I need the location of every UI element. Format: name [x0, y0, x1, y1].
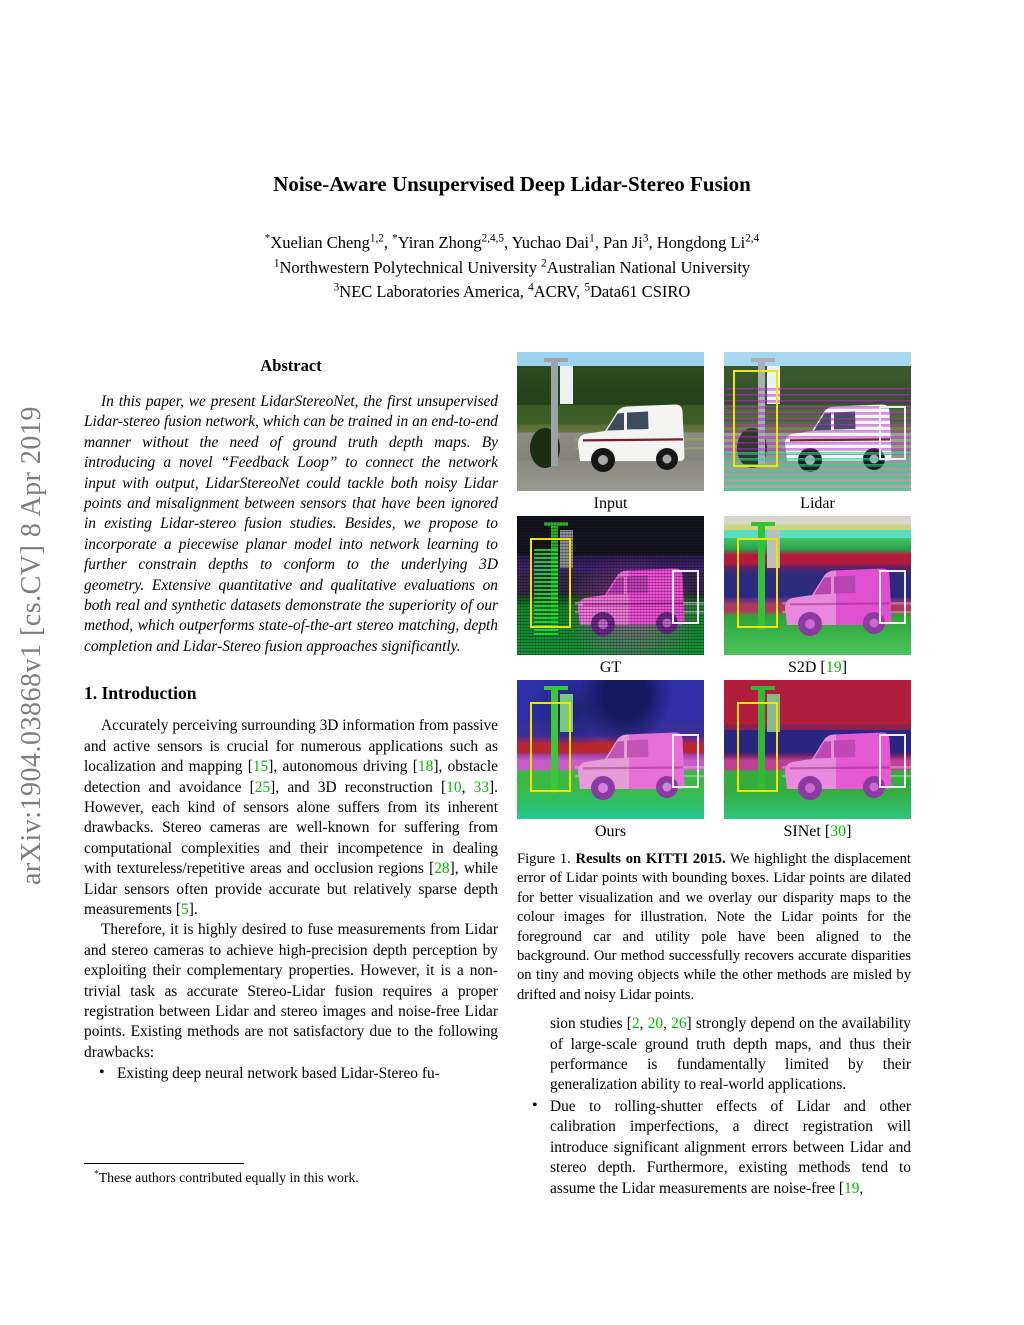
affiliation-line-2: $^3$NEC Laboratories America, $^4$ACRV, $^5$Data61 CSIRO: [333, 281, 691, 301]
bullet-marker: •: [532, 1096, 538, 1114]
figure-cell-input: [517, 352, 704, 516]
figure-image-gt: [517, 516, 704, 655]
right-column: [517, 352, 911, 1199]
paper-title: Noise-Aware Unsupervised Deep Lidar-Stereo Fusion: [273, 172, 751, 196]
right-column-text: [517, 1014, 911, 1199]
figure-image-lidar: [724, 352, 911, 491]
footnote-text: *These authors contributed equally in this work.: [94, 1169, 359, 1185]
bullet-item-2-text: Due to rolling-shutter effects of Lidar and other calibration imperfections, a direct registration will introduce significant alignment errors between Lidar and stereo depth. Furthermore, existing methods tend to assume the Lidar measurements are noise-free [19,: [550, 1097, 911, 1197]
street-scene-input: [517, 352, 704, 491]
footnote-rule: [84, 1163, 244, 1164]
bullet-item-1: [84, 1064, 498, 1084]
figure-caption: Figure 1. Results on KITTI 2015. We highlight the displacement error of Lidar points with bounding boxes. Lidar points are dilated for better visualization and we overlay our disparity maps to the colour images for illustration. Note the Lidar points for the foreground car and utility pole have been aligned to the background. Our method successfully recovers accurate disparities on tiny and moving objects while the other methods are misled by drifted and noisy Lidar points.: [517, 851, 911, 1003]
figure-label-input: Input: [593, 495, 628, 512]
bullet-marker: •: [99, 1064, 105, 1082]
street-scene-ours: [517, 680, 704, 819]
introduction-heading: 1. Introduction: [84, 683, 197, 704]
introduction-paragraph-1: Accurately perceiving surrounding 3D information from passive and active sensors is crucial for numerous applications such as localization and mapping [15], autonomous driving [18], obstacle detection and avoidance [25], and 3D reconstruction [10, 33]. However, each kind of sensors alone suffers from its inherent drawbacks. Stereo cameras are well-known for suffering from computational complexities and their incompetence in dealing with textureless/repetitive areas and occlusion regions [28], while Lidar sensors often provide accurate but relatively sparse depth measurements [5].: [84, 717, 499, 918]
figure-label-s2d: S2D [19]: [787, 659, 848, 676]
figure-1: [517, 352, 911, 844]
affiliation-line-1: $^1$Northwestern Polytechnical University $^2$Australian National University: [273, 257, 751, 277]
arxiv-watermark: arXiv:1904.03868v1 [cs.CV] 8 Apr 2019: [16, 406, 47, 886]
figure-cell-s2d: [724, 516, 911, 680]
figure-cell-ours: [517, 680, 704, 844]
bullet-item-2: [517, 1097, 911, 1199]
abstract-text: In this paper, we present LidarStereoNet, the first unsupervised Lidar-stereo fusion network, which can be trained in an end-to-end manner without the need of ground truth depth maps. By introducing a novel “Feedback Loop” to connect the network input with output, LidarStereoNet could tackle both noisy Lidar points and misalignment between sensors that have been ignored in existing Lidar-stereo fusion studies. Besides, we propose to incorporate a piecewise planar model into network learning to further constrain depths to conform to the underlying 3D geometry. Extensive quantitative and qualitative evaluations on both real and synthetic datasets demonstrate the superiority of our method, which outperforms state-of-the-art stereo matching, depth completion and Lidar-Stereo fusion approaches significantly.: [84, 393, 498, 655]
figure-label-gt: GT: [599, 659, 622, 676]
bullet-item-1-text: Existing deep neural network based Lidar-Stereo fu-: [117, 1065, 440, 1083]
figure-image-sinet: [724, 680, 911, 819]
figure-cell-lidar: [724, 352, 911, 516]
figure-cell-gt: [517, 516, 704, 680]
figure-image-ours: [517, 680, 704, 819]
street-scene-gt: [517, 516, 704, 655]
footnote: [84, 1163, 498, 1186]
street-scene-sinet: [724, 680, 911, 819]
figure-cell-sinet: [724, 680, 911, 844]
street-scene-lidar: [724, 352, 911, 491]
left-column: [84, 352, 498, 1085]
bullet-item-1-continuation: sion studies [2, 20, 26] strongly depend on the availability of large-scale ground truth depth maps, and thus their performance is fundamentally limited by their generalization ability to real-world applications.: [550, 1015, 912, 1094]
figure-label-ours: Ours: [594, 823, 627, 840]
paper-header: [15, 172, 1009, 305]
introduction-paragraph-2: Therefore, it is highly desired to fuse measurements from Lidar and stereo cameras to achieve high-precision depth perception by exploiting their complementary properties. However, it is a non-trivial task as accurate Stereo-Lidar fusion requires a proper registration between Lidar and stereo images and noise-free Lidar points. Existing methods are not satisfactory due to the following drawbacks:: [84, 921, 498, 1061]
author-line: *Xuelian Cheng$^{1,2}$, *Yiran Zhong$^{2,4,5}$, Yuchao Dai$^1$, Pan Ji$^3$, Hongdong Li$^{2,4}$: [264, 232, 760, 252]
figure-image-input: [517, 352, 704, 491]
abstract-heading: Abstract: [260, 356, 322, 375]
figure-label-lidar: Lidar: [800, 495, 835, 512]
figure-image-s2d: [724, 516, 911, 655]
figure-label-sinet: SINet [30]: [783, 823, 852, 840]
street-scene-s2d: [724, 516, 911, 655]
